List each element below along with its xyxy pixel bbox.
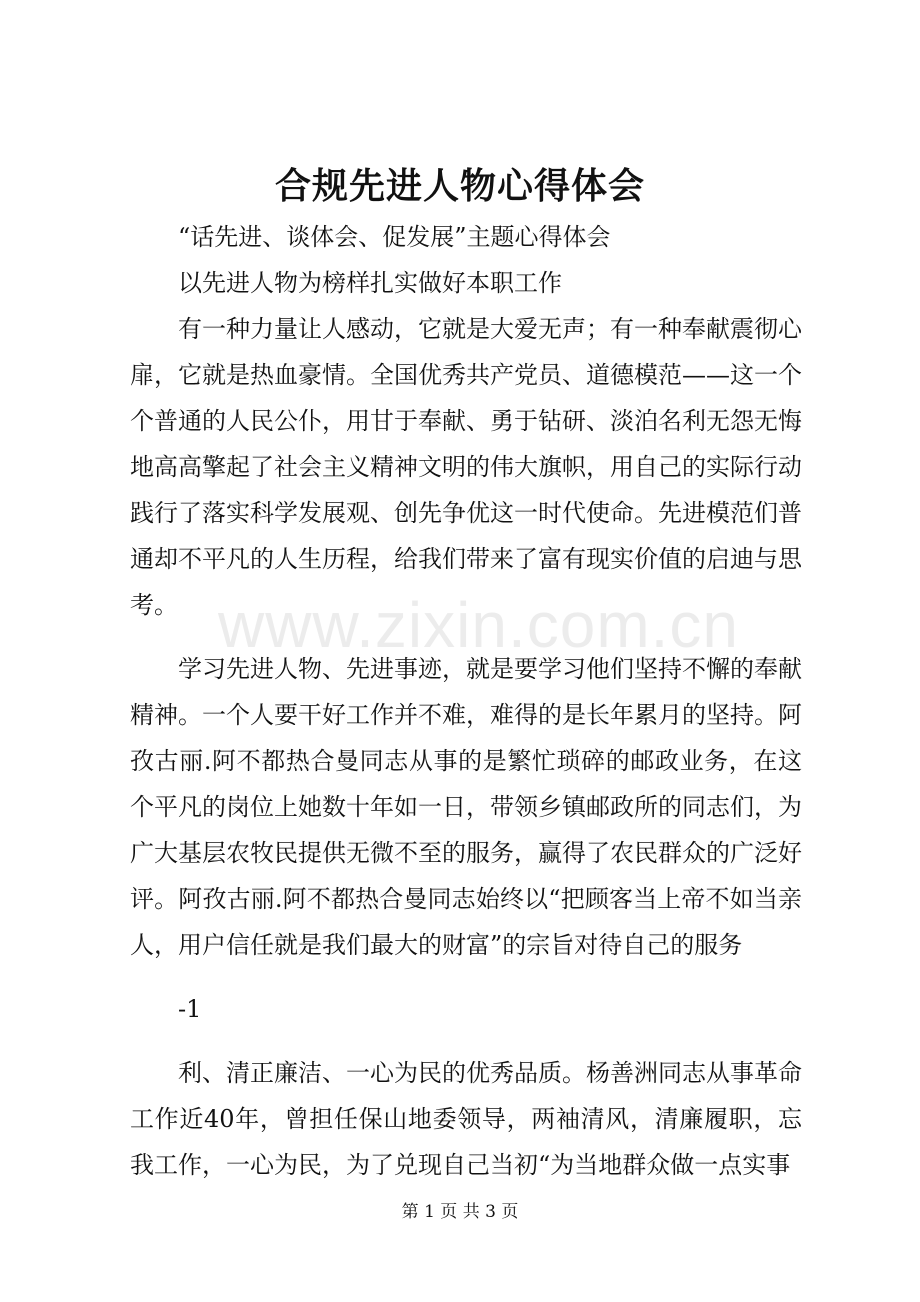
body-paragraph: 利、清正廉洁、一心为民的优秀品质。杨善洲同志从事革命工作近40年，曾担任保山地委领导，两袖清风，清廉履职，忘我工作，一心为民，为了兑现自己当初“为当地群众做一点实事 xyxy=(130,1059,802,1179)
page-footer: 第 1 页 共 3 页 xyxy=(401,1202,519,1222)
page-marker: -1 xyxy=(178,995,202,1023)
subtitle-paragraph: “话先进、谈体会、促发展”主题心得体会 xyxy=(178,223,611,251)
document-title: 合规先进人物心得体会 xyxy=(274,165,645,207)
body-paragraph: 有一种力量让人感动，它就是大爱无声；有一种奉献震彻心扉，它就是热血豪情。全国优秀共产党员、道德模范——这一个个普通的人民公仆，用甘于奉献、勇于钻研、淡泊名利无怨无悔地高高擎起了社会主义精神文明的伟大旗帜，用自己的实际行动践行了落实科学发展观、创先争优这一时代使命。先进模范们普通却不平凡的人生历程，给我们带来了富有现实价值的启迪与思考。 xyxy=(130,315,802,619)
subheading-paragraph: 以先进人物为榜样扎实做好本职工作 xyxy=(178,269,562,297)
body-paragraph: 学习先进人物、先进事迹，就是要学习他们坚持不懈的奉献精神。一个人要干好工作并不难，难得的是长年累月的坚持。阿孜古丽.阿不都热合曼同志从事的是繁忙琐碎的邮政业务，在这个平凡的岗位上她数十年如一日，带领乡镇邮政所的同志们，为广大基层农牧民提供无微不至的服务，赢得了农民群众的广泛好评。阿孜古丽.阿不都热合曼同志始终以“把顾客当上帝不如当亲人，用户信任就是我们最大的财富”的宗旨对待自己的服务 xyxy=(130,655,802,959)
document-body xyxy=(130,214,802,1188)
watermark: www.zixin.com.cn xyxy=(218,589,739,661)
